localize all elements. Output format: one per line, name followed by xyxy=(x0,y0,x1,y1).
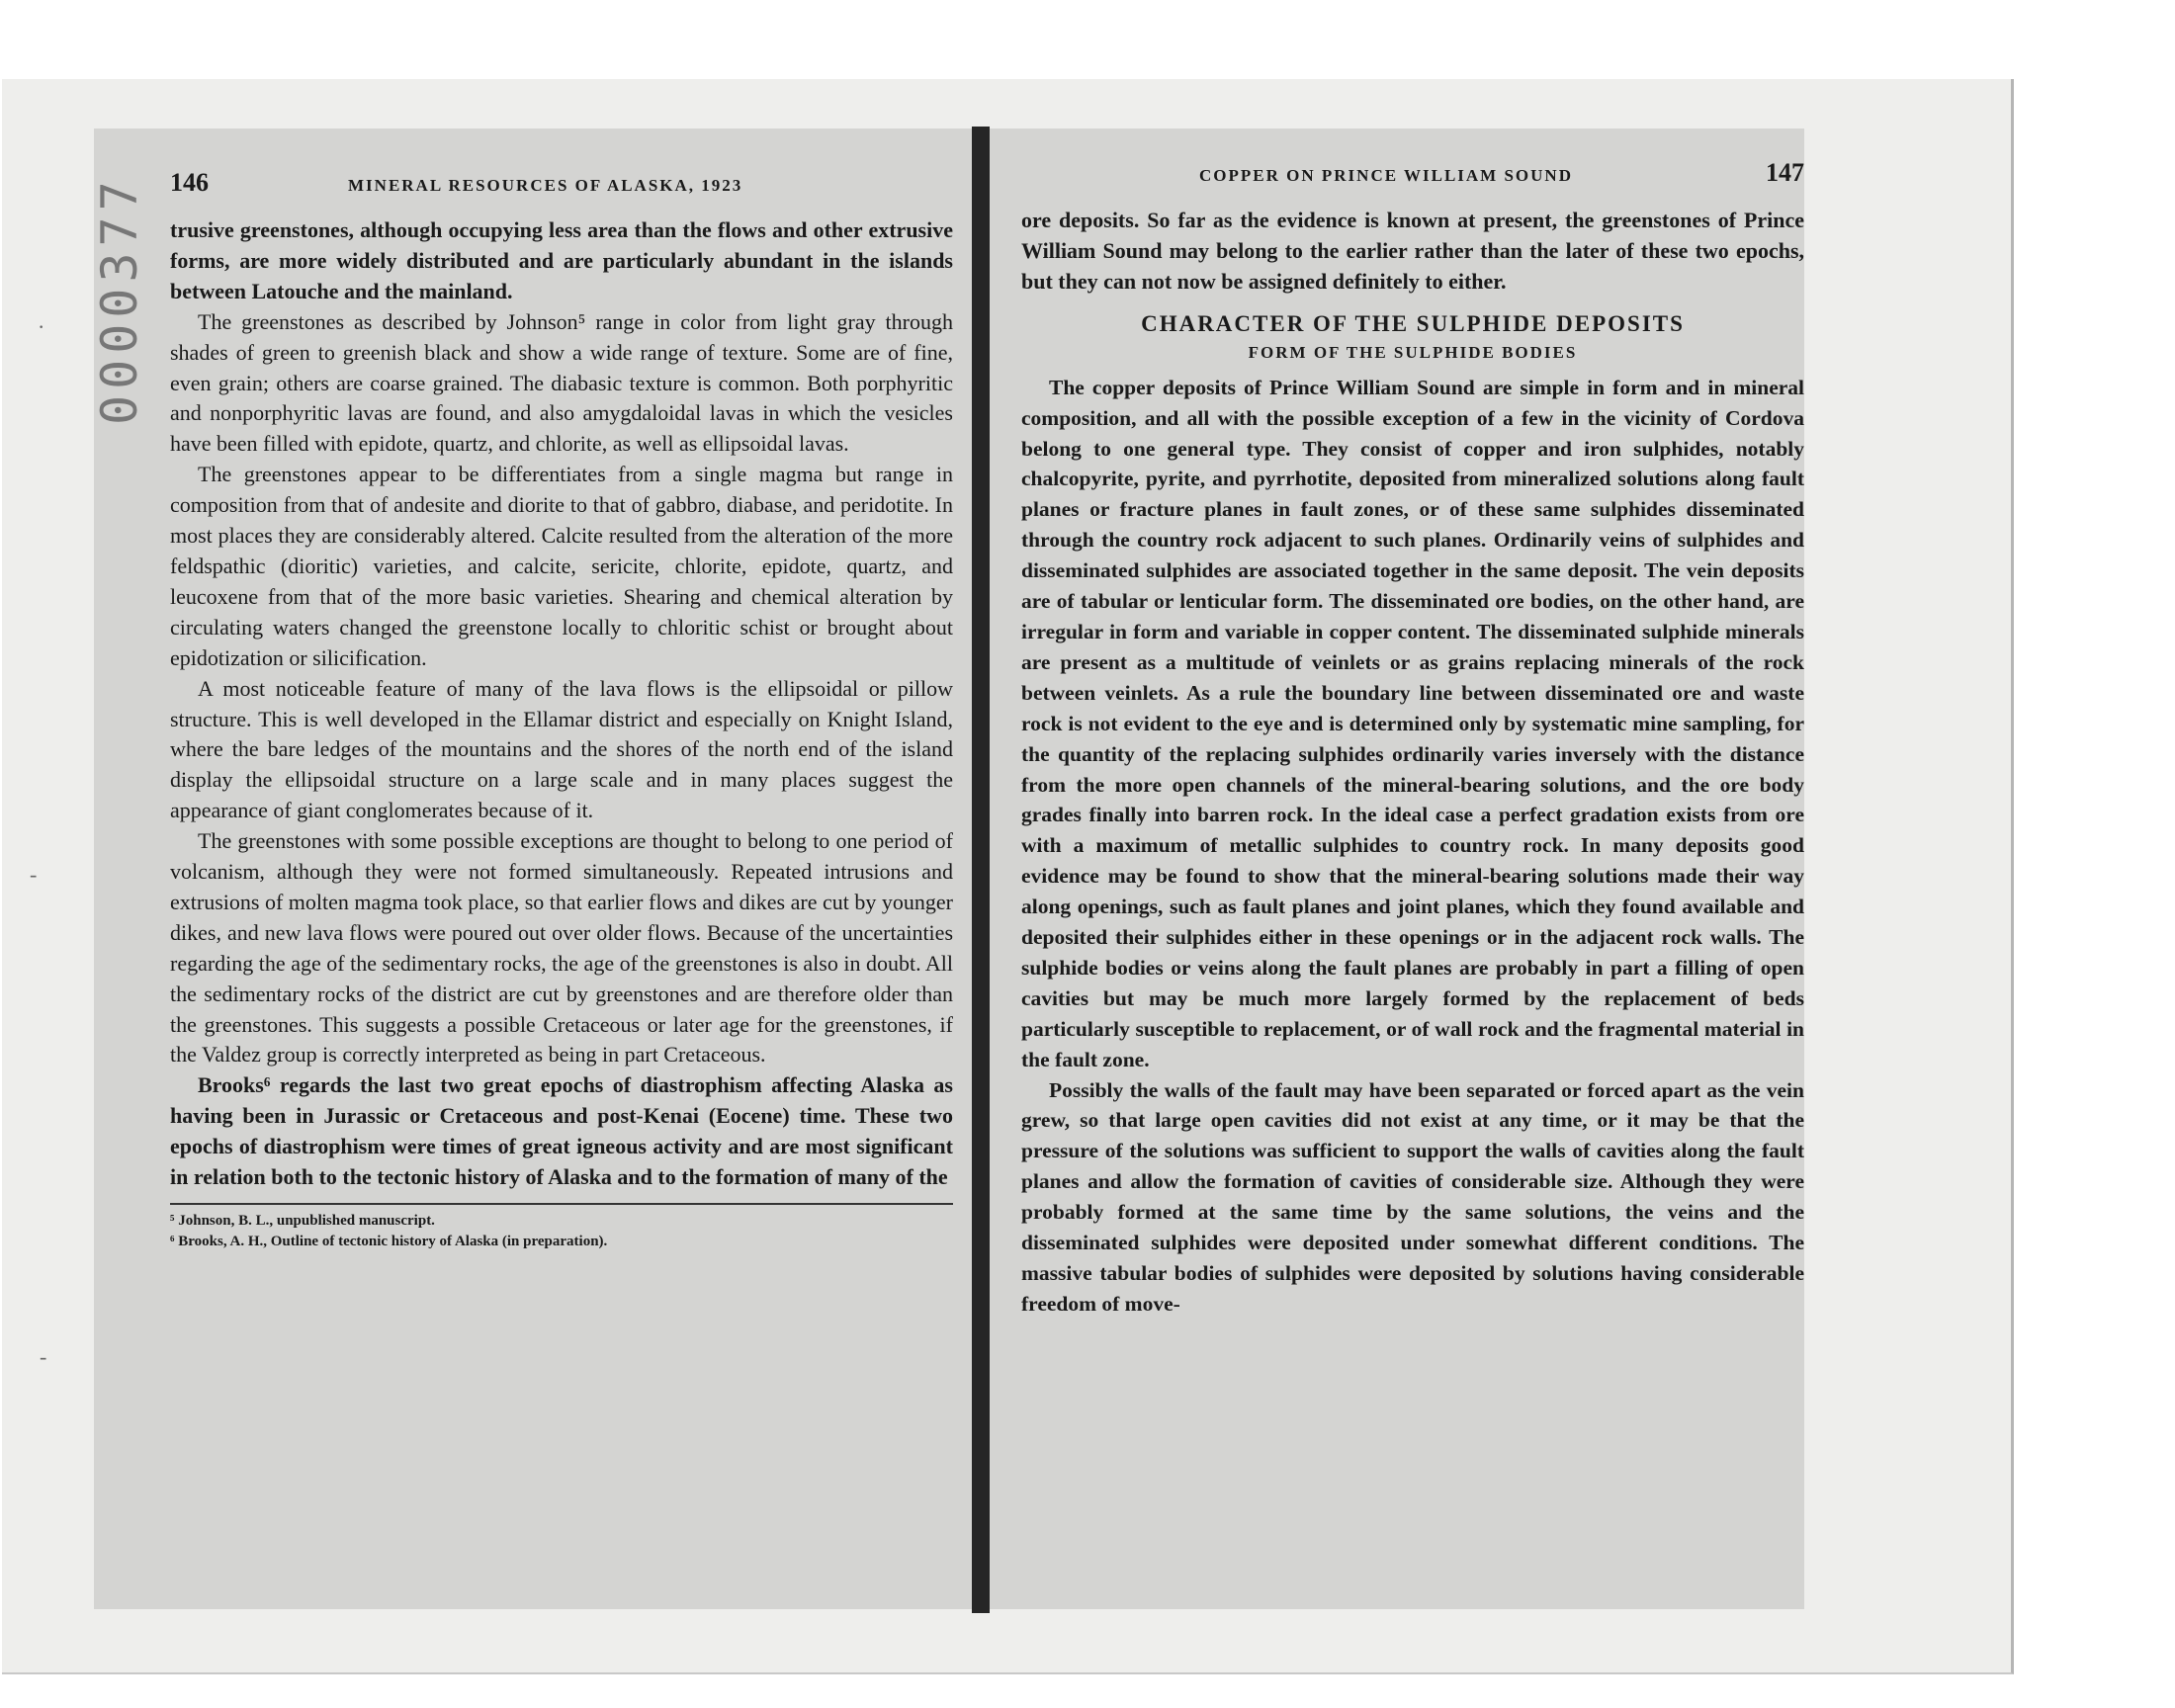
right-running-head xyxy=(1021,158,1804,198)
right-page xyxy=(1021,158,1804,1320)
left-running-head xyxy=(170,168,953,208)
book-gutter xyxy=(972,127,990,1613)
section-heading: CHARACTER OF THE SULPHIDE DEPOSITS xyxy=(1141,310,1685,336)
paragraph: The copper deposits of Prince William Sound are simple in form and in mineral composition, and all with the possible exception of a few in the vicinity of Cordova belong to one general type. They consist of copper and iron sulphides, notably chalcopyrite, pyrite, and pyrrhotite, deposited from mineralized solutions along fault planes or fracture planes in fault zones, or of these same sulphides disseminated through the country rock adjacent to such planes. Ordinarily veins of sulphides and disseminated sulphides are associated together in the same deposit. The vein deposits are of tabular or lenticular form. The disseminated ore bodies, on the other hand, are irregular in form and variable in copper content. The disseminated sulphide minerals are present as a multitude of veinlets or as grains replacing minerals of the rock between veinlets. As a rule the boundary line between disseminated ore and waste rock is not evident to the eye and is determined only by systematic mine sampling, for the quantity of the replacing sulphides ordinarily varies inversely with the distance from the more open channels of the mineral-bearing solutions, and the ore body grades finally into barren rock. In the ideal case a perfect gradation exists from ore with a maximum of metallic sulphides to country rock. In many deposits good evidence may be found to show that the mineral-bearing solutions made their way along openings, such as fault planes and joint planes, which they found available and deposited their sulphides either in these openings or in the adjacent rock walls. The sulphide bodies or veins along the fault planes are probably in part a filling of open cavities but may be much more largely formed by the replacement of beds particularly susceptible to replacement, or of wall rock and the fragmental material in the fault zone. xyxy=(1021,375,1804,1071)
scan-mark: - xyxy=(30,862,38,887)
subsection-heading: FORM OF THE SULPHIDE BODIES xyxy=(1248,342,1578,362)
running-head-title: COPPER ON PRINCE WILLIAM SOUND xyxy=(1199,166,1573,185)
paragraph: A most noticeable feature of many of the lava flows is the ellipsoidal or pillow structure. This is well developed in the Ellamar district and especially on Knight Island, where the bare ledges of the mountains and the shores of the north end of the island display the ellipsoidal structure on a large scale and in many places suggest the appearance of giant conglomerates because of it. xyxy=(170,675,953,823)
paragraph: ore deposits. So far as the evidence is known at present, the greenstones of Prince William Sound may belong to the earlier rather than the later of these two epochs, but they can not now be assigned definitely to either. xyxy=(1021,208,1804,294)
paragraph: The greenstones as described by Johnson⁵ range in color from light gray through shades of green to greenish black and show a wide range of texture. Some are of fine, even grain; others are coarse grained. The diabasic texture is common. Both porphyritic and nonporphyritic lavas are found, and also amygdaloidal lavas in which the vesicles have been filled with epidote, quartz, and chlorite, as well as ellipsoidal lavas. xyxy=(170,308,953,457)
page-number: 146 xyxy=(170,168,209,197)
paragraph: The greenstones with some possible exceptions are thought to belong to one period of volcanism, although they were not formed simultaneously. Repeated intrusions and extrusions of molten magma took place, so that earlier flows and dikes are cut by younger dikes, and new lava flows were poured out over older flows. Because of the uncertainties regarding the age of the sedimentary rocks, the age of the greenstones is also in doubt. All the sedimentary rocks of the district are cut by greenstones and are therefore older than the greenstones. This suggests a possible Cretaceous or later age for the greenstones, if the Valdez group is correctly interpreted as being in part Cretaceous. xyxy=(170,828,953,1068)
catalog-number: 0000377 xyxy=(91,175,148,425)
paragraph: trusive greenstones, although occupying less area than the flows and other extrusive forms, are more widely distributed and are particularly abundant in the islands between Latouche and the mainland. xyxy=(170,217,953,303)
paragraph: The greenstones appear to be differentiates from a single magma but range in composition from that of andesite and diorite to that of gabbro, diabase, and peridotite. In most places they are considerably altered. Calcite resulted from the alteration of the more feldspathic (dioritic) varieties, and calcite, sericite, chlorite, epidote, quartz, and leucoxene from that of the more basic varieties. Shearing and chemical alteration by circulating waters changed the greenstone locally to chloritic schist or brought about epidotization or silicification. xyxy=(170,462,953,670)
paragraph: Possibly the walls of the fault may have been separated or forced apart as the vein grew, so that large open cavities did not exist at any time, or it may be that the pressure of the solutions was sufficient to support the walls of cavities along the fault planes and allow the formation of cavities of considerable size. Although they were probably formed at the same time by the same solutions, the veins and the disseminated sulphides were deposited under somewhat different conditions. The massive tabular bodies of sulphides were deposited by solutions having considerable freedom of move- xyxy=(1021,1077,1804,1316)
footnote: ⁵ Johnson, B. L., unpublished manuscript. xyxy=(170,1213,435,1229)
scan-mark: - xyxy=(40,1344,47,1369)
left-page xyxy=(170,168,953,1252)
scan-mark: · xyxy=(38,314,45,339)
paragraph: Brooks⁶ regards the last two great epochs of diastrophism affecting Alaska as having been in Jurassic or Cretaceous and post-Kenai (Eocene) time. These two epochs of diastrophism were times of great igneous activity and are most significant in relation both to the tectonic history of Alaska and to the formation of many of the xyxy=(170,1072,953,1190)
page-number: 147 xyxy=(1766,158,1804,187)
running-head-title: MINERAL RESOURCES OF ALASKA, 1923 xyxy=(348,176,743,195)
footnote: ⁶ Brooks, A. H., Outline of tectonic history of Alaska (in preparation). xyxy=(170,1234,608,1249)
footnote-rule xyxy=(170,1203,953,1205)
